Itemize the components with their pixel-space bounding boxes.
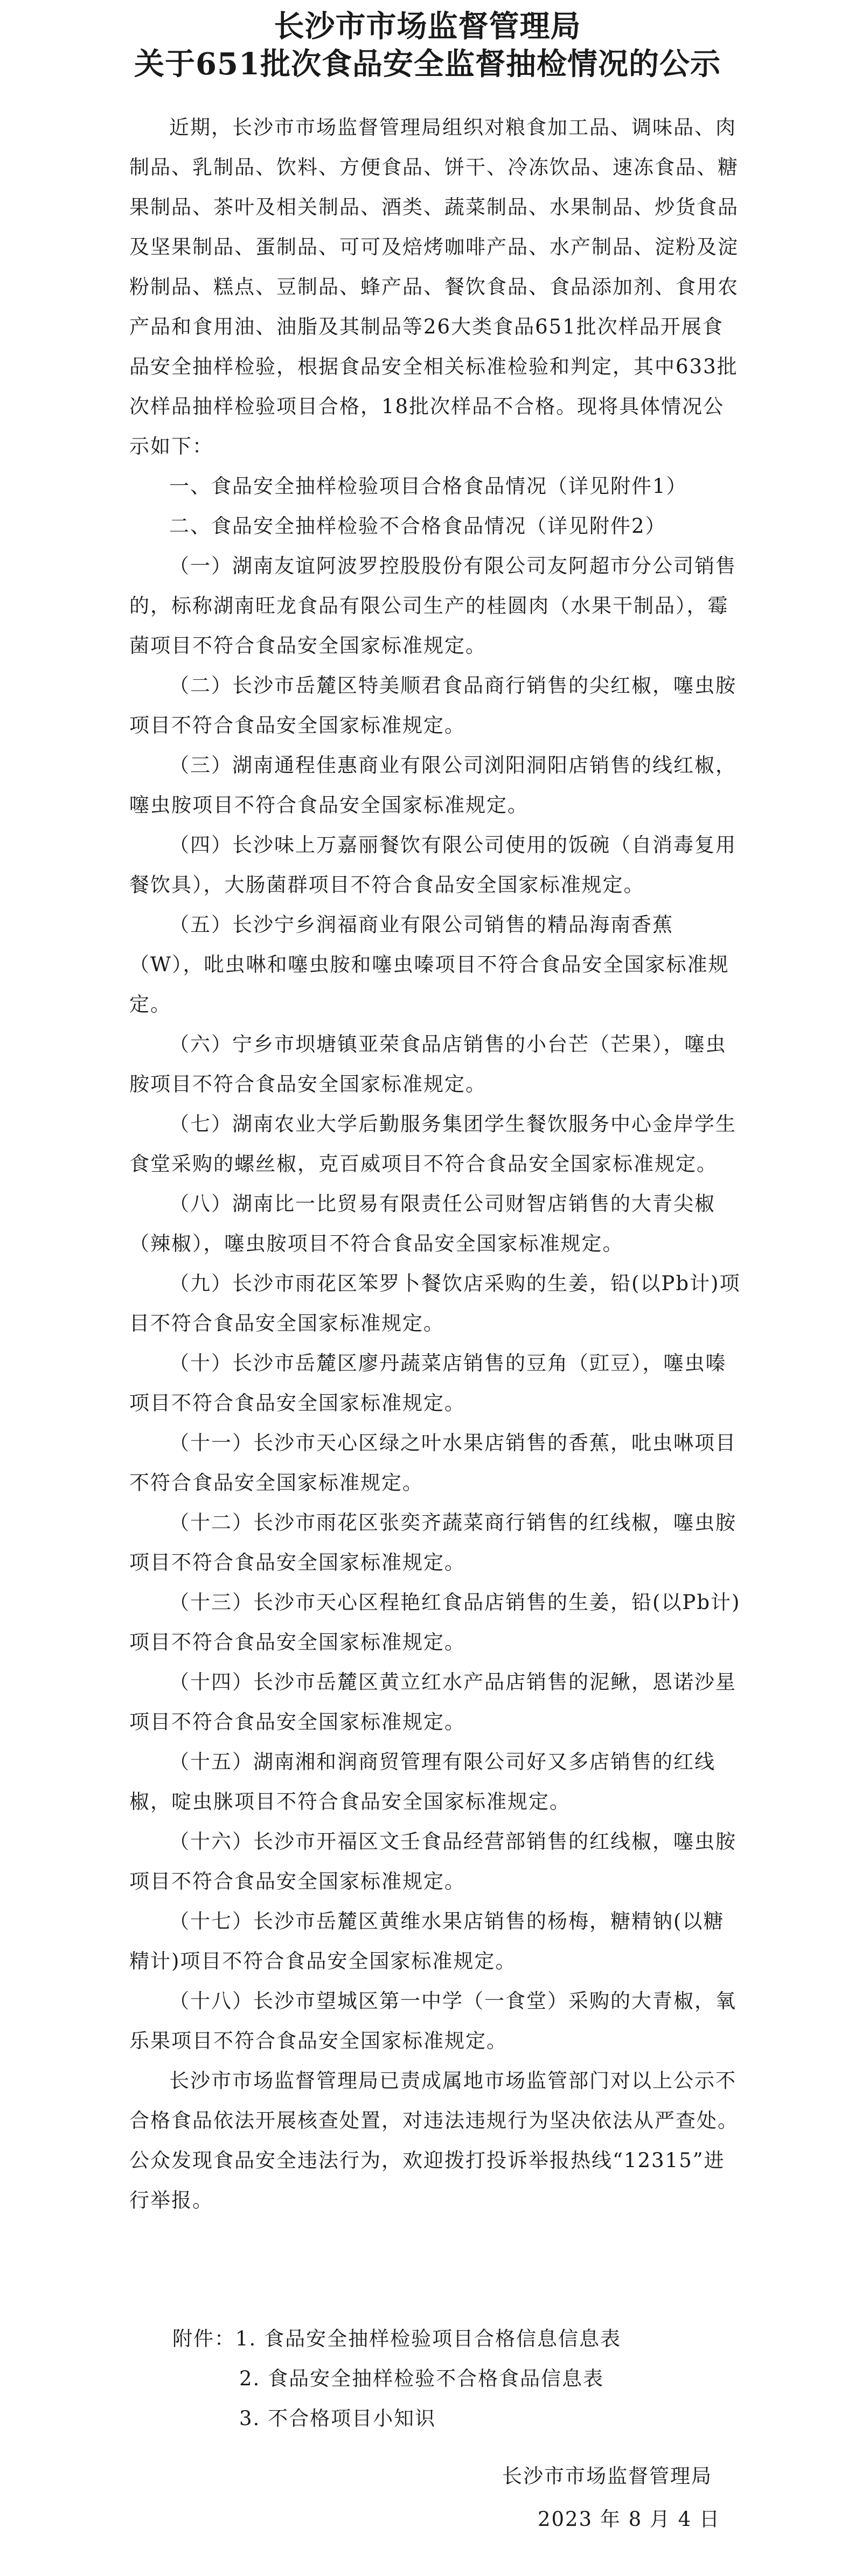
signature-date: 2023 年 8 月 4 日	[537, 2508, 720, 2531]
unqualified-item: （十七）长沙市岳麓区黄维水果店销售的杨梅，糖精钠(以糖精计)项目不符合食品安全国家标准规定。	[129, 1910, 725, 1973]
unqualified-item: （一）湖南友谊阿波罗控股股份有限公司友阿超市分公司销售的，标称湖南旺龙食品有限公司生产的桂圆肉（水果干制品），霉菌项目不符合食品安全国家标准规定。	[129, 554, 736, 657]
unqualified-item: （四）长沙味上万嘉丽餐饮有限公司使用的饭碗（自消毒复用餐饮具），大肠菌群项目不符合食品安全国家标准规定。	[129, 833, 736, 896]
attachments-prefix: 附件：	[172, 2327, 235, 2350]
unqualified-item: （十六）长沙市开福区文壬食品经营部销售的红线椒，噻虫胺项目不符合食品安全国家标准规定。	[129, 1830, 736, 1893]
document-body	[129, 108, 743, 2220]
unqualified-item: （十）长沙市岳麓区廖丹蔬菜店销售的豆角（豇豆），噻虫嗪项目不符合食品安全国家标准规定。	[129, 1352, 727, 1415]
unqualified-item: （八）湖南比一比贸易有限责任公司财智店销售的大青尖椒（辣椒），噻虫胺项目不符合食品安全国家标准规定。	[129, 1192, 715, 1255]
unqualified-item: （三）湖南通程佳惠商业有限公司浏阳洞阳店销售的线红椒，噻虫胺项目不符合食品安全国家标准规定。	[129, 754, 736, 817]
unqualified-item: （十一）长沙市天心区绿之叶水果店销售的香蕉，吡虫啉项目不符合食品安全国家标准规定。	[129, 1431, 736, 1494]
unqualified-item: （五）长沙宁乡润福商业有限公司销售的精品海南香蕉（W），吡虫啉和噻虫胺和噻虫嗪项目不符合食品安全国家标准规定。	[129, 913, 729, 1016]
intro-paragraph: 近期，长沙市市场监督管理局组织对粮食加工品、调味品、肉制品、乳制品、饮料、方便食品、饼干、冷冻饮品、速冻食品、糖果制品、茶叶及相关制品、酒类、蔬菜制品、水果制品、炒货食品及坚果制品、蛋制品、可可及焙烤咖啡产品、水产制品、淀粉及淀粉制品、糕点、豆制品、蜂产品、餐饮食品、食品添加剂、食用农产品和食用油、油脂及其制品等26大类食品651批次样品开展食品安全抽样检验，根据食品安全相关标准检验和判定，其中633批次样品抽样检验项目合格，18批次样品不合格。现将具体情况公示如下：	[129, 116, 739, 458]
closing-paragraph: 长沙市市场监督管理局已责成属地市场监管部门对以上公示不合格食品依法开展核查处置，对违法违规行为坚决依法从严查处。公众发现食品安全违法行为，欢迎拨打投诉举报热线“12315”进行举报。	[129, 2069, 739, 2212]
unqualified-item: （十五）湖南湘和润商贸管理有限公司好又多店销售的红线椒，啶虫脒项目不符合食品安全国家标准规定。	[129, 1750, 715, 1813]
attachments-block	[172, 2319, 621, 2439]
unqualified-item: （七）湖南农业大学后勤服务集团学生餐饮服务中心金岸学生食堂采购的螺丝椒，克百威项目不符合食品安全国家标准规定。	[129, 1112, 736, 1175]
unqualified-item: （六）宁乡市坝塘镇亚荣食品店销售的小台芒（芒果），噻虫胺项目不符合食品安全国家标准规定。	[129, 1033, 727, 1096]
signature-org: 长沙市市场监督管理局	[502, 2464, 712, 2488]
section-unqualified-heading: 二、食品安全抽样检验不合格食品情况（详见附件2）	[169, 514, 666, 538]
document-title-line2: 关于651批次食品安全监督抽检情况的公示	[134, 46, 721, 82]
unqualified-item: （十二）长沙市雨花区张奕齐蔬菜商行销售的红线椒，噻虫胺项目不符合食品安全国家标准规定。	[129, 1511, 736, 1574]
unqualified-item: （二）长沙市岳麓区特美顺君食品商行销售的尖红椒，噻虫胺项目不符合食品安全国家标准规定。	[129, 674, 736, 737]
unqualified-item: （十八）长沙市望城区第一中学（一食堂）采购的大青椒，氧乐果项目不符合食品安全国家标准规定。	[129, 1989, 736, 2052]
attachment-link-3[interactable]: 3. 不合格项目小知识	[239, 2407, 436, 2430]
unqualified-item: （十四）长沙市岳麓区黄立红水产品店销售的泥鳅，恩诺沙星项目不符合食品安全国家标准规定。	[129, 1670, 736, 1733]
document-title-line1: 长沙市市场监督管理局	[274, 9, 581, 44]
attachment-link-1[interactable]: 1. 食品安全抽样检验项目合格信息信息表	[235, 2327, 622, 2350]
unqualified-item: （九）长沙市雨花区笨罗卜餐饮店采购的生姜，铅(以Pb计)项目不符合食品安全国家标准规定。	[129, 1272, 741, 1335]
section-qualified-heading: 一、食品安全抽样检验项目合格食品情况（详见附件1）	[169, 475, 687, 498]
attachment-link-2[interactable]: 2. 食品安全抽样检验不合格食品信息表	[239, 2367, 604, 2390]
unqualified-item: （十三）长沙市天心区程艳红食品店销售的生姜，铅(以Pb计)项目不符合食品安全国家标准规定。	[129, 1591, 741, 1654]
